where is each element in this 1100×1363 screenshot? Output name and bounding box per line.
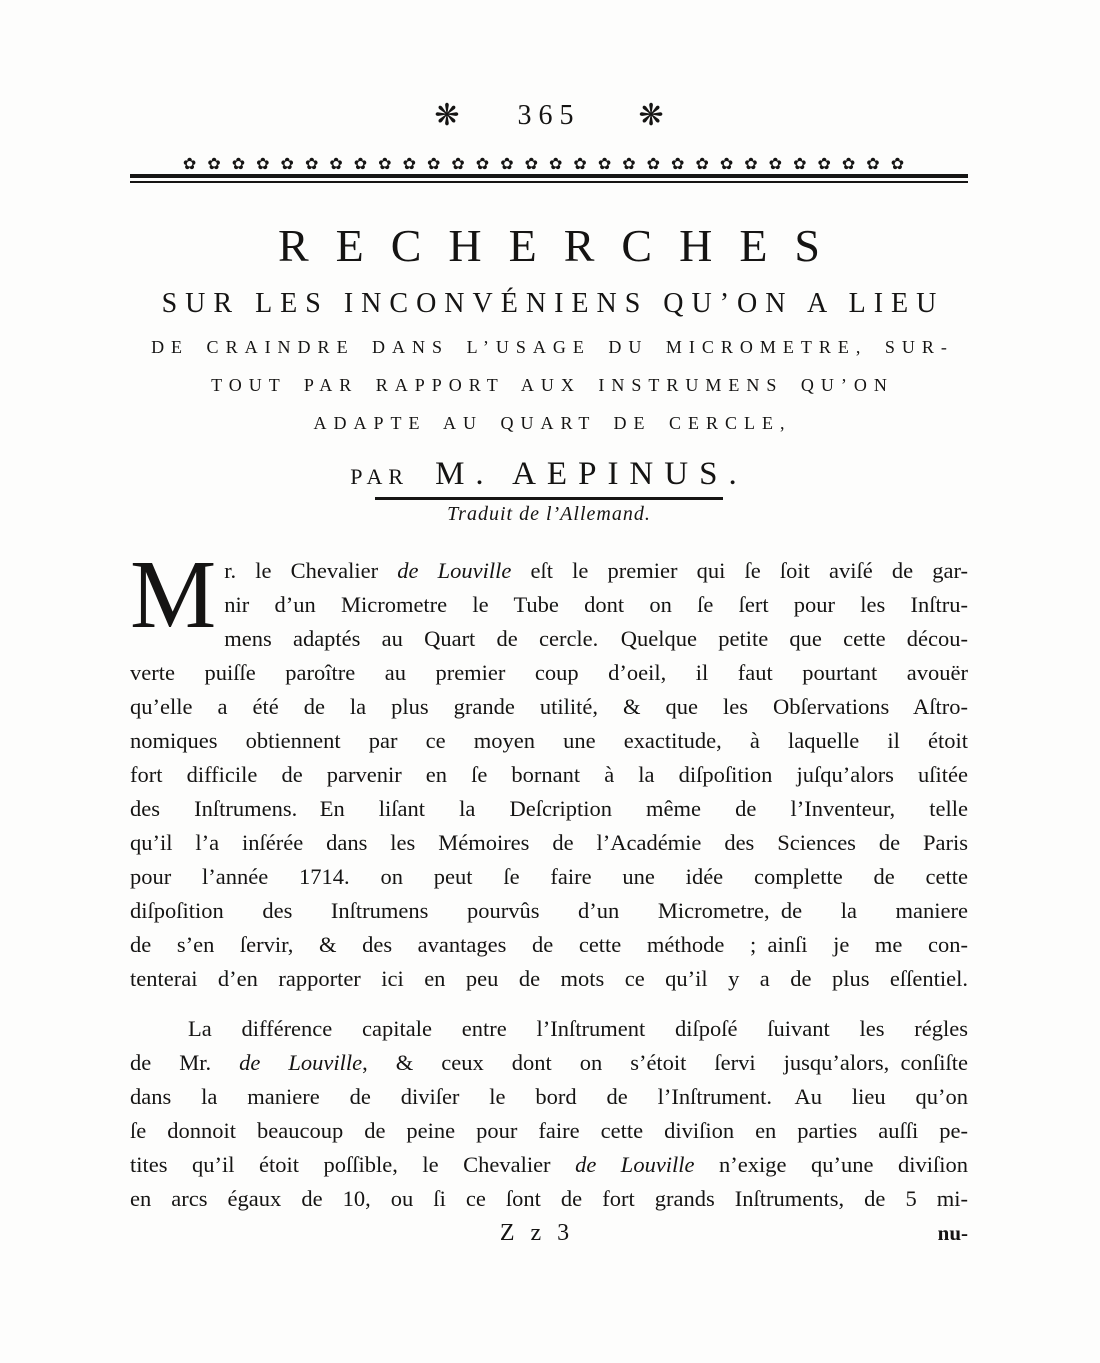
text-line bbox=[130, 1148, 968, 1182]
subtitle-line-2: DE CRAINDRE DANS L’USAGE DU MICROMETRE, SUR- bbox=[151, 337, 954, 357]
text-segment: de Mr. bbox=[130, 1050, 240, 1075]
text-line: nir d’un Micrometre le Tube dont on ſe ſert pour les Inſtru- bbox=[224, 592, 968, 617]
author-name: M. AEPINUS. bbox=[435, 456, 748, 492]
text-segment: r. le Chevalier bbox=[224, 558, 398, 583]
text-line: en arcs égaux de 10, ou ſi ce ſont de fort grands Inſtruments, de 5 mi- bbox=[130, 1186, 968, 1211]
text-line: ſe donnoit beaucoup de peine pour faire cette diviſion en parties auſſi pe- bbox=[130, 1118, 968, 1143]
fleuron-row-icon: ✿✿✿✿✿✿✿✿✿✿✿✿✿✿✿✿✿✿✿✿✿✿✿✿✿✿✿✿✿✿ bbox=[182, 156, 916, 172]
text-line: tenterai d’en rapporter ici en peu de mots ce qu’il y a de plus eſſentiel. bbox=[130, 966, 968, 991]
text-segment: eſt le premier qui ſe ſoit aviſé de gar- bbox=[511, 558, 968, 583]
text-segment: n’exige qu’une diviſion bbox=[694, 1152, 968, 1177]
text-line: verte puiſſe paroître au premier coup d’oeil, il faut pourtant avouër bbox=[130, 660, 968, 685]
text-line: de s’en ſervir, & des avantages de cette méthode ; ainſi je me con- bbox=[130, 932, 968, 957]
page-header bbox=[130, 100, 968, 132]
byline bbox=[130, 456, 968, 493]
text-line: pour l’année 1714. on peut ſe faire une idée complette de cette bbox=[130, 864, 968, 889]
translation-note: Traduit de l’Allemand. bbox=[447, 503, 651, 525]
text-line: nomiques obtiennent par ce moyen une exactitude, à laquelle il étoit bbox=[130, 728, 968, 753]
rosette-icon: ❋ bbox=[434, 98, 460, 133]
drop-cap: M bbox=[130, 541, 217, 648]
horizontal-rule-thin bbox=[130, 181, 968, 183]
text-line: dans la maniere de diviſer le bord de l’Inſtrument. Au lieu qu’on bbox=[130, 1084, 968, 1109]
text-line: qu’elle a été de la plus grande utilité, & que les Obſervations Aſtro- bbox=[130, 694, 968, 719]
ornament-band bbox=[130, 156, 968, 183]
text-segment-italic: de Louville bbox=[397, 558, 512, 583]
text-line: fort difficile de parvenir en ſe bornant à la diſpoſition juſqu’alors uſitée bbox=[130, 762, 968, 787]
horizontal-rule-thick bbox=[130, 174, 968, 178]
text-line: La différence capitale entre l’Inſtrument diſpoſé ſuivant les régles bbox=[188, 1016, 968, 1041]
text-line bbox=[130, 554, 968, 588]
text-segment-italic: de Louville bbox=[239, 1050, 363, 1075]
signature-mark: Z z 3 bbox=[499, 1220, 575, 1246]
page-footer bbox=[130, 1220, 968, 1247]
subtitle-line-1: SUR LES INCONVÉNIENS QU’ON A LIEU bbox=[161, 288, 945, 319]
text-line bbox=[130, 1046, 968, 1080]
byline-prefix: PAR bbox=[350, 464, 410, 489]
paragraph-2 bbox=[130, 1012, 968, 1216]
text-line: qu’il l’a inſérée dans les Mémoires de l’Académie des Sciences de Paris bbox=[130, 830, 968, 855]
catchword: nu- bbox=[937, 1221, 968, 1245]
text-segment-italic: de Louville bbox=[575, 1152, 695, 1177]
byline-rule bbox=[375, 497, 723, 500]
text-segment: , & ceux dont on s’étoit ſervi jusqu’alors, conſiſte bbox=[362, 1050, 968, 1075]
paragraph-1 bbox=[130, 541, 968, 996]
subtitle-line-3: TOUT PAR RAPPORT AUX INSTRUMENS QU’ON bbox=[211, 375, 894, 395]
rosette-icon: ❋ bbox=[638, 98, 664, 133]
subtitle-line-4: ADAPTE AU QUART DE CERCLE, bbox=[313, 413, 792, 433]
page-number: 365 bbox=[517, 100, 581, 131]
text-line: diſpoſition des Inſtrumens pourvûs d’un Micrometre, de la maniere bbox=[130, 898, 968, 923]
text-line: mens adaptés au Quart de cercle. Quelque petite que cette décou- bbox=[224, 626, 968, 651]
text-line: des Inſtrumens. En liſant la Deſcription même de l’Inventeur, telle bbox=[130, 796, 968, 821]
text-segment: tites qu’il étoit poſſible, le Chevalier bbox=[130, 1152, 576, 1177]
main-title: RECHERCHES bbox=[277, 220, 848, 271]
